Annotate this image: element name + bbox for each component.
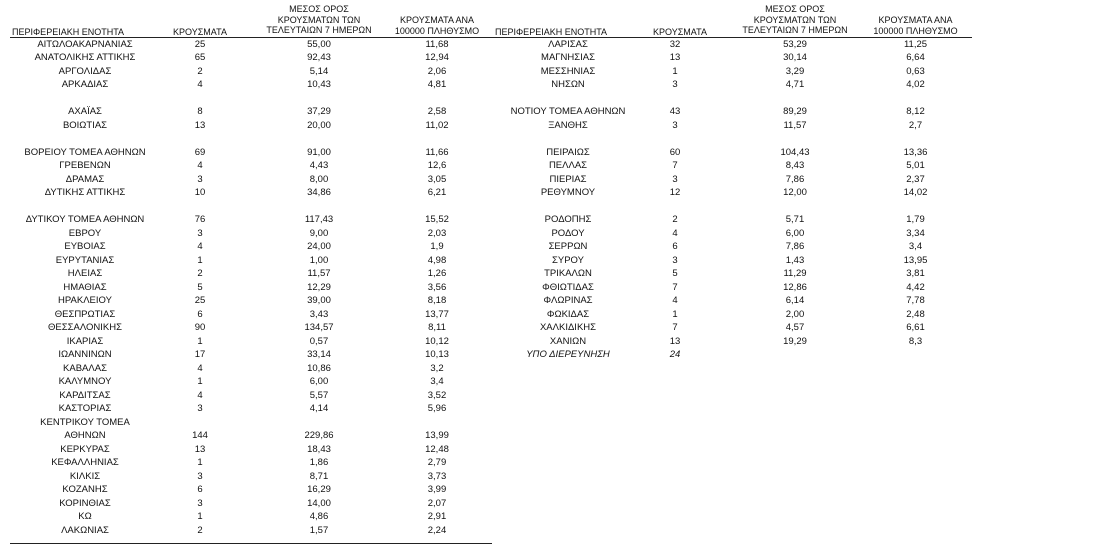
cell-cases: 7 — [672, 322, 678, 333]
cell-name: ΚΟΖΑΝΗΣ — [62, 484, 108, 495]
cell-cases: 3 — [197, 228, 203, 239]
cell-cases: 7 — [672, 282, 678, 293]
cell-name: ΑΡΚΑΔΙΑΣ — [61, 79, 109, 90]
cell-per100k: 4,42 — [906, 282, 925, 293]
cell-avg: 7,86 — [785, 241, 805, 252]
cell-name: ΙΩΑΝΝΙΝΩΝ — [58, 349, 112, 360]
cell-avg: 30,14 — [783, 52, 807, 63]
cell-avg: 34,86 — [307, 187, 331, 198]
cell-name: ΑΡΓΟΛΙΔΑΣ — [58, 66, 112, 77]
cell-name: ΜΑΓΝΗΣΙΑΣ — [541, 52, 595, 63]
cell-cases: 8 — [197, 106, 203, 117]
cell-per100k: 14,02 — [903, 187, 928, 198]
cell-avg: 3,29 — [785, 66, 805, 77]
cell-avg: 4,43 — [309, 160, 329, 171]
right-header-avg-line2: ΚΡΟΥΣΜΑΤΩΝ ΤΩΝ — [753, 14, 837, 25]
cell-per100k: 3,34 — [906, 228, 925, 239]
cell-avg: 5,57 — [309, 390, 329, 401]
cell-cases: 1 — [197, 336, 203, 347]
cell-avg: 0,57 — [309, 336, 329, 347]
cell-name: ΑΝΑΤΟΛΙΚΗΣ ΑΤΤΙΚΗΣ — [34, 52, 136, 63]
cell-cases: 12 — [669, 187, 681, 198]
right-header-avg-line3: ΤΕΛΕΥΤΑΙΩΝ 7 ΗΜΕΡΩΝ — [742, 25, 848, 35]
cell-cases: 6 — [672, 241, 678, 252]
cell-per100k: 3,52 — [427, 390, 447, 401]
cell-cases: 2 — [197, 525, 203, 536]
left-header-per100k-line1: ΚΡΟΥΣΜΑΤΑ ΑΝΑ — [400, 15, 474, 25]
cell-cases: 17 — [194, 349, 206, 360]
cell-name: ΚΩ — [78, 511, 92, 522]
left-header-cases: ΚΡΟΥΣΜΑΤΑ — [173, 27, 227, 37]
cell-cases: 13 — [194, 120, 206, 131]
cell-name: ΚΑΡΔΙΤΣΑΣ — [59, 390, 111, 401]
cell-cases: 2 — [197, 268, 203, 279]
cell-cases: 43 — [669, 106, 681, 117]
cell-name: ΡΟΔΟΠΗΣ — [544, 214, 592, 225]
cell-cases: 90 — [194, 322, 206, 333]
cell-cases: 13 — [669, 336, 681, 347]
cell-per100k: 2,7 — [908, 120, 923, 131]
cell-avg: 1,57 — [309, 525, 329, 536]
cell-per100k: 3,99 — [427, 484, 447, 495]
cell-name: ΚΑΒΑΛΑΣ — [63, 363, 107, 374]
cell-avg: 4,57 — [785, 322, 805, 333]
cell-name: ΚΟΡΙΝΘΙΑΣ — [59, 498, 111, 509]
cell-name: ΜΕΣΣΗΝΙΑΣ — [540, 66, 596, 77]
cell-avg: 2,00 — [785, 309, 805, 320]
cell-name: ΚΕΡΚΥΡΑΣ — [60, 444, 110, 455]
cell-cases: 4 — [672, 295, 678, 306]
left-header-avg-line1: ΜΕΣΟΣ ΟΡΟΣ — [289, 4, 349, 14]
cell-avg: 1,86 — [309, 457, 329, 468]
cell-name: ΗΛΕΙΑΣ — [67, 268, 103, 279]
right-header-region: ΠΕΡΙΦΕΡΕΙΑΚΗ ΕΝΟΤΗΤΑ — [495, 27, 608, 37]
cell-cases: 1 — [672, 309, 678, 320]
cell-name: ΡΕΘΥΜΝΟΥ — [540, 187, 596, 198]
cell-avg: 7,86 — [785, 174, 805, 185]
right-header-per100k-line1: ΚΡΟΥΣΜΑΤΑ ΑΝΑ — [878, 15, 953, 25]
cell-cases: 3 — [672, 120, 678, 131]
left-header-avg-line3: ΤΕΛΕΥΤΑΙΩΝ 7 ΗΜΕΡΩΝ — [266, 25, 372, 35]
right-header-per100k-line2: 100000 ΠΛΗΘΥΣΜΟ — [873, 25, 958, 36]
cell-avg: 14,00 — [307, 498, 331, 509]
cell-avg: 6,00 — [309, 376, 329, 387]
cell-cases: 25 — [194, 39, 206, 50]
cell-name: ΔΥΤΙΚΟΥ ΤΟΜΕΑ ΑΘΗΝΩΝ — [25, 214, 145, 225]
cell-avg: 1,43 — [785, 255, 805, 266]
cell-cases: 32 — [669, 39, 681, 50]
cell-avg: 10,43 — [307, 79, 331, 90]
cell-per100k: 2,07 — [427, 498, 447, 509]
cell-cases: 13 — [194, 444, 206, 455]
left-header-per100k-line2: 100000 ΠΛΗΘΥΣΜΟ — [394, 25, 480, 36]
cell-per100k: 2,91 — [427, 511, 447, 522]
cell-cases: 4 — [197, 363, 203, 374]
cell-name: ΠΕΙΡΑΙΩΣ — [546, 147, 590, 158]
cell-cases: 2 — [197, 66, 203, 77]
cell-per100k — [382, 417, 492, 429]
cell-name: ΗΜΑΘΙΑΣ — [63, 282, 107, 293]
cell-name: ΚΕΦΑΛΛΗΝΙΑΣ — [51, 457, 119, 468]
left-header-region: ΠΕΡΙΦΕΡΕΙΑΚΗ ΕΝΟΤΗΤΑ — [12, 27, 125, 37]
cell-per100k: 12,6 — [427, 160, 447, 171]
cell-cases: 3 — [672, 174, 678, 185]
cell-name: ΘΕΣΣΑΛΟΝΙΚΗΣ — [48, 322, 122, 333]
cell-name: ΧΑΛΚΙΔΙΚΗΣ — [539, 322, 597, 333]
cell-cases: 10 — [194, 187, 206, 198]
cell-avg: 8,43 — [785, 160, 805, 171]
cell-per100k: 6,21 — [427, 187, 447, 198]
cell-per100k: 3,2 — [430, 363, 444, 374]
cell-name: ΦΘΙΩΤΙΔΑΣ — [542, 282, 594, 293]
cell-per100k: 2,24 — [427, 525, 447, 536]
cell-cases: 7 — [672, 160, 678, 171]
cell-avg: 11,57 — [307, 268, 331, 279]
cell-name: ΥΠΟ ΔΙΕΡΕΥΝΗΣΗ — [526, 349, 610, 360]
cell-avg: 37,29 — [307, 106, 331, 117]
cell-cases: 1 — [197, 376, 203, 387]
cell-avg: 20,00 — [307, 120, 331, 131]
cell-per100k: 4,02 — [906, 79, 925, 90]
cell-per100k: 12,48 — [425, 444, 449, 455]
cell-cases: 4 — [672, 228, 678, 239]
cell-per100k: 2,48 — [906, 309, 925, 320]
cell-avg: 5,71 — [785, 214, 805, 225]
cell-per100k: 11,25 — [903, 39, 928, 50]
cell-cases: 25 — [194, 295, 206, 306]
cell-cases: 5 — [672, 268, 678, 279]
cell-name: ΔΥΤΙΚΗΣ ΑΤΤΙΚΗΣ — [44, 187, 126, 198]
cell-cases: 3 — [197, 403, 203, 414]
cell-name: ΙΚΑΡΙΑΣ — [66, 336, 104, 347]
cell-avg: 134,57 — [304, 322, 334, 333]
cell-name: ΣΕΡΡΩΝ — [548, 241, 588, 252]
cell-name: ΓΡΕΒΕΝΩΝ — [59, 160, 111, 171]
cell-cases: 2 — [672, 214, 678, 225]
cell-avg: 89,29 — [783, 106, 807, 117]
cell-avg: 12,86 — [783, 282, 807, 293]
cell-cases: 13 — [669, 52, 681, 63]
cell-name: ΛΑΚΩΝΙΑΣ — [61, 525, 109, 536]
cell-per100k: 2,37 — [906, 174, 925, 185]
cell-cases — [165, 417, 235, 429]
cell-cases: 1 — [672, 66, 678, 77]
cell-name: ΧΑΝΙΩΝ — [549, 336, 587, 347]
cell-cases: 65 — [194, 52, 206, 63]
cell-per100k: 8,3 — [908, 336, 923, 347]
cell-name: ΦΛΩΡΙΝΑΣ — [543, 295, 593, 306]
cell-per100k: 1,26 — [427, 268, 447, 279]
cell-name: ΑΧΑΪΑΣ — [68, 106, 102, 117]
cell-name: ΚΙΛΚΙΣ — [69, 471, 101, 482]
cell-per100k: 13,36 — [903, 147, 928, 158]
cell-cases: 144 — [192, 430, 208, 441]
cell-per100k: 3,4 — [908, 241, 923, 252]
cell-cases: 4 — [197, 160, 203, 171]
cell-avg: 53,29 — [783, 39, 807, 50]
cell-avg: 229,86 — [304, 430, 334, 441]
cell-per100k: 4,98 — [427, 255, 447, 266]
cell-cases: 5 — [197, 282, 203, 293]
cell-avg: 16,29 — [307, 484, 331, 495]
cell-avg: 33,14 — [307, 349, 331, 360]
cell-avg: 55,00 — [307, 39, 331, 50]
cell-per100k: 3,81 — [906, 268, 925, 279]
cell-cases: 3 — [672, 255, 678, 266]
cell-name: ΕΥΒΟΙΑΣ — [64, 241, 106, 252]
cell-per100k: 8,18 — [427, 295, 447, 306]
cell-name: ΑΙΤΩΛΟΑΚΑΡΝΑΝΙΑΣ — [37, 39, 133, 50]
cell-name: ΦΩΚΙΔΑΣ — [546, 309, 590, 320]
cell-avg: 8,00 — [309, 174, 329, 185]
cell-per100k: 10,12 — [425, 336, 449, 347]
cell-name: ΠΕΛΛΑΣ — [548, 160, 588, 171]
right-header-cases: ΚΡΟΥΣΜΑΤΑ — [653, 27, 707, 37]
cell-per100k: 11,02 — [425, 120, 449, 131]
left-header-avg-line2: ΚΡΟΥΣΜΑΤΩΝ ΤΩΝ — [277, 14, 361, 25]
cell-cases: 76 — [194, 214, 206, 225]
cell-per100k: 0,63 — [906, 66, 925, 77]
cell-cases: 6 — [197, 484, 203, 495]
left-header-per100k — [382, 15, 492, 36]
right-header-avg — [740, 4, 850, 36]
right-header-avg-line1: ΜΕΣΟΣ ΟΡΟΣ — [765, 4, 825, 14]
cell-name: ΛΑΡΙΣΑΣ — [548, 39, 588, 50]
cell-avg: 39,00 — [307, 295, 331, 306]
cell-avg: 5,14 — [309, 66, 329, 77]
cell-per100k: 4,81 — [427, 79, 447, 90]
cell-cases: 4 — [197, 390, 203, 401]
cell-name: ΝΗΣΩΝ — [551, 79, 585, 90]
cell-avg: 6,00 — [785, 228, 805, 239]
cell-avg: 11,57 — [783, 120, 807, 131]
cell-per100k: 8,12 — [906, 106, 925, 117]
cell-per100k: 2,58 — [427, 106, 447, 117]
cell-cases: 69 — [194, 147, 206, 158]
cell-per100k: 5,96 — [427, 403, 447, 414]
cell-avg: 4,14 — [309, 403, 329, 414]
cell-per100k: 2,79 — [427, 457, 447, 468]
cell-per100k: 1,79 — [906, 214, 925, 225]
cell-per100k: 3,4 — [430, 376, 444, 387]
cell-name: ΤΡΙΚΑΛΩΝ — [544, 268, 592, 279]
cell-cases: 3 — [197, 471, 203, 482]
cell-avg: 10,86 — [307, 363, 331, 374]
cell-avg: 12,00 — [783, 187, 807, 198]
cell-name: ΚΑΣΤΟΡΙΑΣ — [58, 403, 112, 414]
cell-per100k: 8,11 — [428, 322, 446, 333]
cell-cases: 24 — [669, 349, 681, 360]
right-header-per100k — [858, 15, 973, 36]
cell-name: ΕΥΡΥΤΑΝΙΑΣ — [55, 255, 115, 266]
cell-avg: 4,71 — [785, 79, 805, 90]
cell-name: ΗΡΑΚΛΕΙΟΥ — [58, 295, 112, 306]
cell-per100k: 5,01 — [906, 160, 925, 171]
cell-per100k: 13,99 — [425, 430, 449, 441]
cell-per100k: 7,78 — [906, 295, 925, 306]
cell-name: ΠΙΕΡΙΑΣ — [549, 174, 587, 185]
cell-name: ΣΥΡΟΥ — [552, 255, 584, 266]
cell-per100k: 1,9 — [430, 241, 444, 252]
cell-avg: 12,29 — [307, 282, 331, 293]
cell-name: ΒΟΙΩΤΙΑΣ — [62, 120, 108, 131]
cell-per100k: 6,61 — [906, 322, 925, 333]
cell-avg: 11,29 — [783, 268, 807, 279]
cell-name: ΑΘΗΝΩΝ — [64, 430, 106, 441]
cell-cases: 3 — [672, 79, 678, 90]
cell-per100k: 2,03 — [427, 228, 447, 239]
header-underline — [10, 37, 972, 38]
cell-cases: 4 — [197, 241, 203, 252]
cell-avg — [264, 417, 374, 429]
cell-per100k: 15,52 — [425, 214, 449, 225]
cell-cases: 1 — [197, 457, 203, 468]
cell-avg: 8,71 — [309, 471, 329, 482]
cell-cases: 1 — [197, 255, 203, 266]
cell-avg: 6,14 — [785, 295, 805, 306]
cell-avg: 9,00 — [309, 228, 329, 239]
cell-per100k: 13,95 — [903, 255, 928, 266]
cell-avg: 92,43 — [307, 52, 331, 63]
cell-avg: 3,43 — [309, 309, 329, 320]
cell-name: ΒΟΡΕΙΟΥ ΤΟΜΕΑ ΑΘΗΝΩΝ — [24, 147, 146, 158]
cell-name: ΚΕΝΤΡΙΚΟΥ ΤΟΜΕΑ — [40, 417, 130, 428]
cell-cases: 6 — [197, 309, 203, 320]
table-bottom-line — [10, 543, 492, 544]
cell-avg: 18,43 — [307, 444, 331, 455]
cell-name: ΝΟΤΙΟΥ ΤΟΜΕΑ ΑΘΗΝΩΝ — [510, 106, 626, 117]
cell-name: ΡΟΔΟΥ — [551, 228, 585, 239]
cell-per100k: 11,68 — [425, 39, 449, 50]
cell-avg: 4,86 — [309, 511, 329, 522]
cell-cases: 3 — [197, 174, 203, 185]
cell-per100k: 3,05 — [427, 174, 447, 185]
cell-per100k — [858, 349, 973, 361]
cell-per100k: 2,06 — [427, 66, 447, 77]
cell-avg: 117,43 — [304, 214, 334, 225]
cell-avg: 104,43 — [780, 147, 810, 158]
cell-name: ΘΕΣΠΡΩΤΙΑΣ — [54, 309, 116, 320]
cell-avg: 1,00 — [309, 255, 329, 266]
cell-per100k: 6,64 — [906, 52, 925, 63]
cell-cases: 1 — [197, 511, 203, 522]
cell-name: ΞΑΝΘΗΣ — [548, 120, 588, 131]
cell-cases: 3 — [197, 498, 203, 509]
cell-name: ΔΡΑΜΑΣ — [65, 174, 105, 185]
cell-cases: 4 — [197, 79, 203, 90]
cell-per100k: 11,66 — [425, 147, 449, 158]
left-header-avg — [264, 4, 374, 36]
cell-cases: 60 — [669, 147, 681, 158]
cell-name: ΕΒΡΟΥ — [68, 228, 102, 239]
cell-name: ΚΑΛΥΜΝΟΥ — [58, 376, 112, 387]
cell-per100k: 3,73 — [427, 471, 447, 482]
cell-avg: 19,29 — [783, 336, 807, 347]
cell-per100k: 13,77 — [425, 309, 449, 320]
cell-per100k: 10,13 — [425, 349, 449, 360]
cell-avg: 24,00 — [307, 241, 331, 252]
cell-avg — [740, 349, 850, 361]
cell-per100k: 3,56 — [427, 282, 447, 293]
cell-per100k: 12,94 — [425, 52, 449, 63]
cell-avg: 91,00 — [307, 147, 331, 158]
